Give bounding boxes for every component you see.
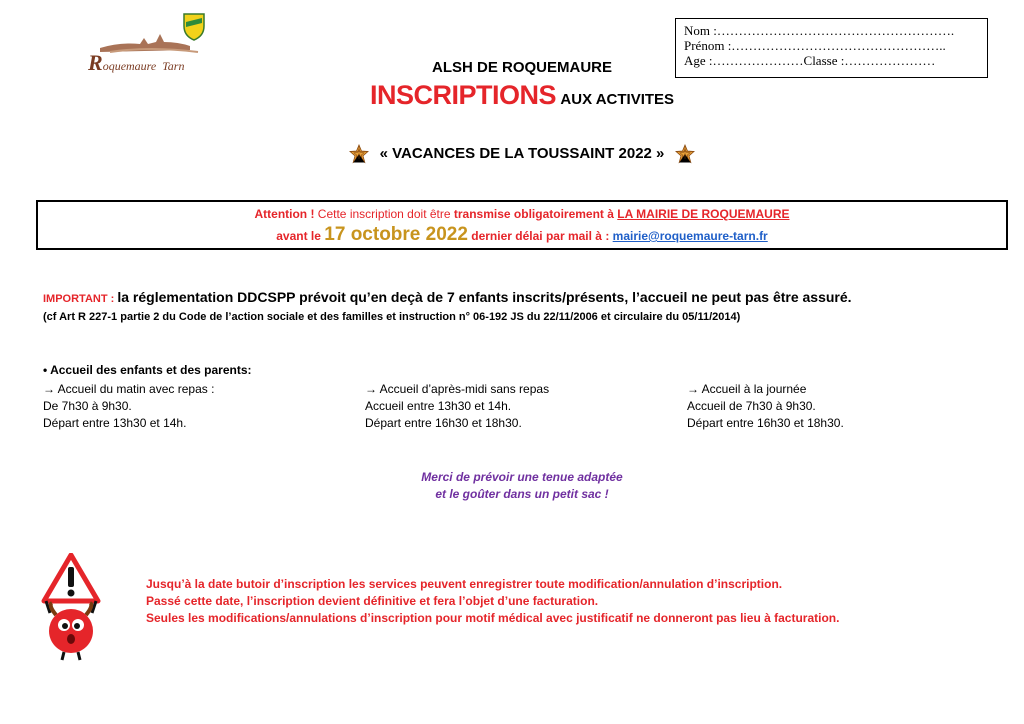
vacances-text: « VACANCES DE LA TOUSSAINT 2022 » [379, 144, 665, 162]
logo-text: Roquemaure Tarn [88, 50, 185, 75]
vacances-title [0, 144, 1024, 164]
aux-activites-word: AUX ACTIVITES [560, 91, 675, 108]
age-classe-field[interactable]: Age :…………………Classe :………………… [684, 53, 936, 68]
email-link[interactable]: mairie@roquemaure-tarn.fr [612, 229, 768, 243]
nom-field[interactable]: Nom :………………………………………………. [684, 23, 955, 38]
warning-mascot-icon [36, 553, 106, 663]
important-reference: (cf Art R 227-1 partie 2 du Code de l’action sociale et des familles et instruction n° 06-192 JS du 22/11/2006 et circulaire du 05/11/2014) [43, 311, 741, 323]
important-text: la réglementation DDCSPP prévoit qu’en deçà de 7 enfants inscrits/présents, l’accueil ne peut pas être assuré. [117, 289, 852, 305]
accueil-title: • Accueil des enfants et des parents: [43, 363, 252, 377]
important-label: IMPORTANT : [43, 293, 118, 305]
attention-box [36, 200, 1008, 250]
spiderweb-icon [675, 144, 695, 164]
accueil-column-matin: → Accueil du matin avec repas : De 7h30 à 9h30. Départ entre 13h30 et 14h. [43, 382, 215, 430]
attention-line-2: avant le 17 octobre 2022 dernier délai par mail à : mairie@roquemaure-tarn.fr [276, 224, 768, 245]
deadline-date: 17 octobre 2022 [324, 224, 468, 245]
inscriptions-title [0, 80, 1024, 111]
prenom-field[interactable]: Prénom :………………………………………….. [684, 38, 946, 53]
attention-line-1: Attention ! Cette inscription doit être transmise obligatoirement à LA MAIRIE DE ROQUEMAURE [254, 207, 790, 221]
attention-word: Attention ! [254, 207, 315, 221]
spiderweb-icon [349, 144, 369, 164]
accueil-column-journee: → Accueil à la journée Accueil de 7h30 à 9h30. Départ entre 16h30 et 18h30. [687, 382, 844, 430]
accueil-column-apres-midi: → Accueil d’après-midi sans repas Accueil entre 13h30 et 14h. Départ entre 16h30 et 18h30. [365, 382, 550, 430]
alsh-title: ALSH DE ROQUEMAURE [431, 59, 612, 76]
inscriptions-word: INSCRIPTIONS [369, 80, 556, 110]
mairie-label: LA MAIRIE DE ROQUEMAURE [617, 207, 790, 221]
important-notice [43, 289, 852, 305]
facturation-warnings: Jusqu’à la date butoir d’inscription les services peuvent enregistrer toute modification/annulation d’inscription. Passé cette date, l’inscription devient définitive et fera l’objet d’une facturation. Seules les modifications/annulations d’inscription pour motif médical avec justificatif ne donneront pas lieu à facturation. [146, 577, 840, 625]
merci-note: Merci de prévoir une tenue adaptée et le goûter dans un petit sac ! [421, 470, 623, 501]
